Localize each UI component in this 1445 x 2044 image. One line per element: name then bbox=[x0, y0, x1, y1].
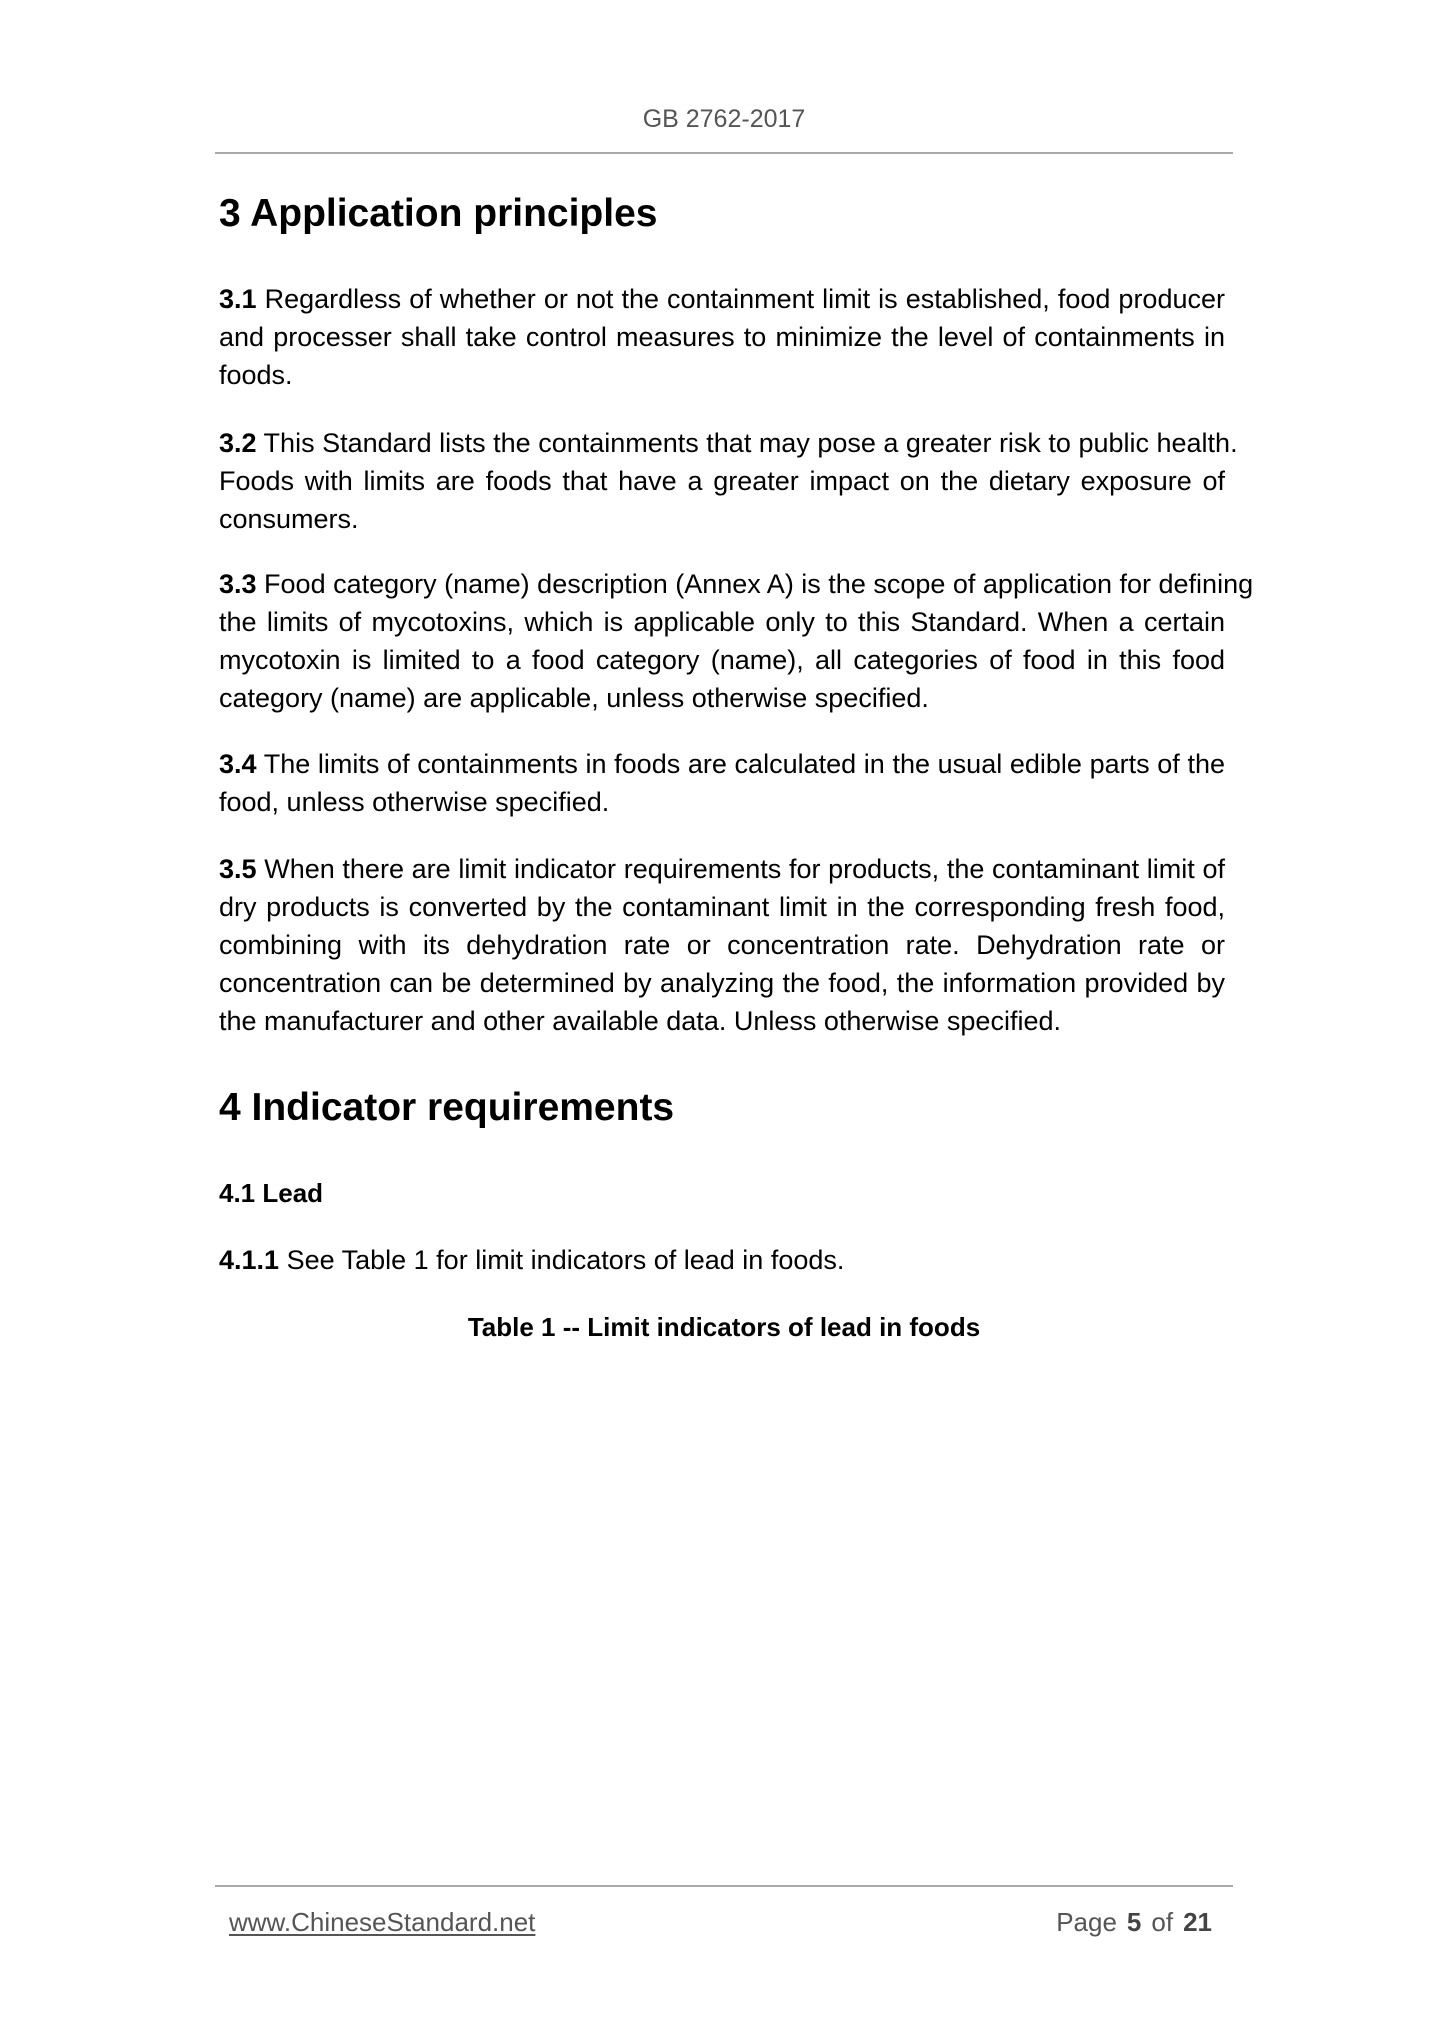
section-4-heading: 4 Indicator requirements bbox=[219, 1086, 675, 1129]
paragraph-line: dry products is converted by the contaminant limit in the corresponding fresh food, bbox=[219, 892, 1225, 922]
clause-number: 3.1 bbox=[219, 284, 257, 314]
header-divider bbox=[215, 152, 1233, 154]
line-text: This Standard lists the containments that may pose a greater risk to public health. bbox=[256, 428, 1238, 458]
page-label: Page bbox=[1056, 1907, 1117, 1937]
clause-number: 3.4 bbox=[219, 749, 257, 779]
paragraph-line: the limits of mycotoxins, which is applicable only to this Standard. When a certain bbox=[219, 607, 1225, 637]
page-of-label: of bbox=[1151, 1907, 1174, 1937]
clause-number: 3.2 bbox=[219, 428, 257, 458]
subsection-4-1-heading: 4.1 Lead bbox=[219, 1178, 324, 1208]
paragraph-3-1 bbox=[219, 280, 1225, 394]
paragraph-line: and processer shall take control measures to minimize the level of containments in bbox=[219, 322, 1225, 352]
paragraph-line: foods. bbox=[219, 360, 293, 390]
paragraph-line bbox=[219, 745, 1225, 783]
clause-number: 3.5 bbox=[219, 854, 257, 884]
page-total: 21 bbox=[1183, 1907, 1212, 1937]
page-indicator bbox=[1056, 1904, 1212, 1940]
paragraph-3-4 bbox=[219, 745, 1225, 821]
website-link[interactable]: www.ChineseStandard.net bbox=[229, 1907, 536, 1937]
paragraph-line: food, unless otherwise specified. bbox=[219, 787, 610, 817]
paragraph-line bbox=[219, 565, 1254, 603]
section-3-heading: 3 Application principles bbox=[219, 192, 658, 235]
paragraph-4-1-1 bbox=[219, 1241, 1225, 1279]
line-text: Regardless of whether or not the containment limit is established, food producer bbox=[256, 284, 1225, 314]
paragraph-line bbox=[219, 280, 1225, 318]
paragraph-3-2 bbox=[219, 424, 1238, 538]
page-current: 5 bbox=[1126, 1907, 1142, 1937]
paragraph-line: consumers. bbox=[219, 504, 359, 534]
paragraph-line: category (name) are applicable, unless otherwise specified. bbox=[219, 683, 929, 713]
clause-number: 4.1.1 bbox=[219, 1245, 280, 1275]
footer-divider bbox=[215, 1885, 1233, 1887]
line-text: The limits of containments in foods are calculated in the usual edible parts of the bbox=[256, 749, 1225, 779]
paragraph-line bbox=[219, 1241, 1225, 1279]
paragraph-line: mycotoxin is limited to a food category (name), all categories of food in this food bbox=[219, 645, 1225, 675]
paragraph-line bbox=[219, 850, 1225, 888]
table-1-caption: Table 1 -- Limit indicators of lead in foods bbox=[467, 1312, 981, 1342]
running-header: GB 2762-2017 bbox=[642, 105, 806, 133]
paragraph-line: the manufacturer and other available data. Unless otherwise specified. bbox=[219, 1006, 1061, 1036]
line-text: Food category (name) description (Annex A) is the scope of application for defining bbox=[256, 569, 1254, 599]
line-text: See Table 1 for limit indicators of lead in foods. bbox=[279, 1245, 845, 1275]
paragraph-3-3 bbox=[219, 565, 1254, 717]
paragraph-line: Foods with limits are foods that have a greater impact on the dietary exposure of bbox=[219, 466, 1225, 496]
paragraph-line bbox=[219, 424, 1238, 462]
paragraph-line: combining with its dehydration rate or concentration rate. Dehydration rate or bbox=[219, 930, 1225, 960]
paragraph-line: concentration can be determined by analyzing the food, the information provided by bbox=[219, 968, 1225, 998]
line-text: When there are limit indicator requirements for products, the contaminant limit of bbox=[256, 854, 1225, 884]
clause-number: 3.3 bbox=[219, 569, 257, 599]
paragraph-3-5 bbox=[219, 850, 1225, 1040]
